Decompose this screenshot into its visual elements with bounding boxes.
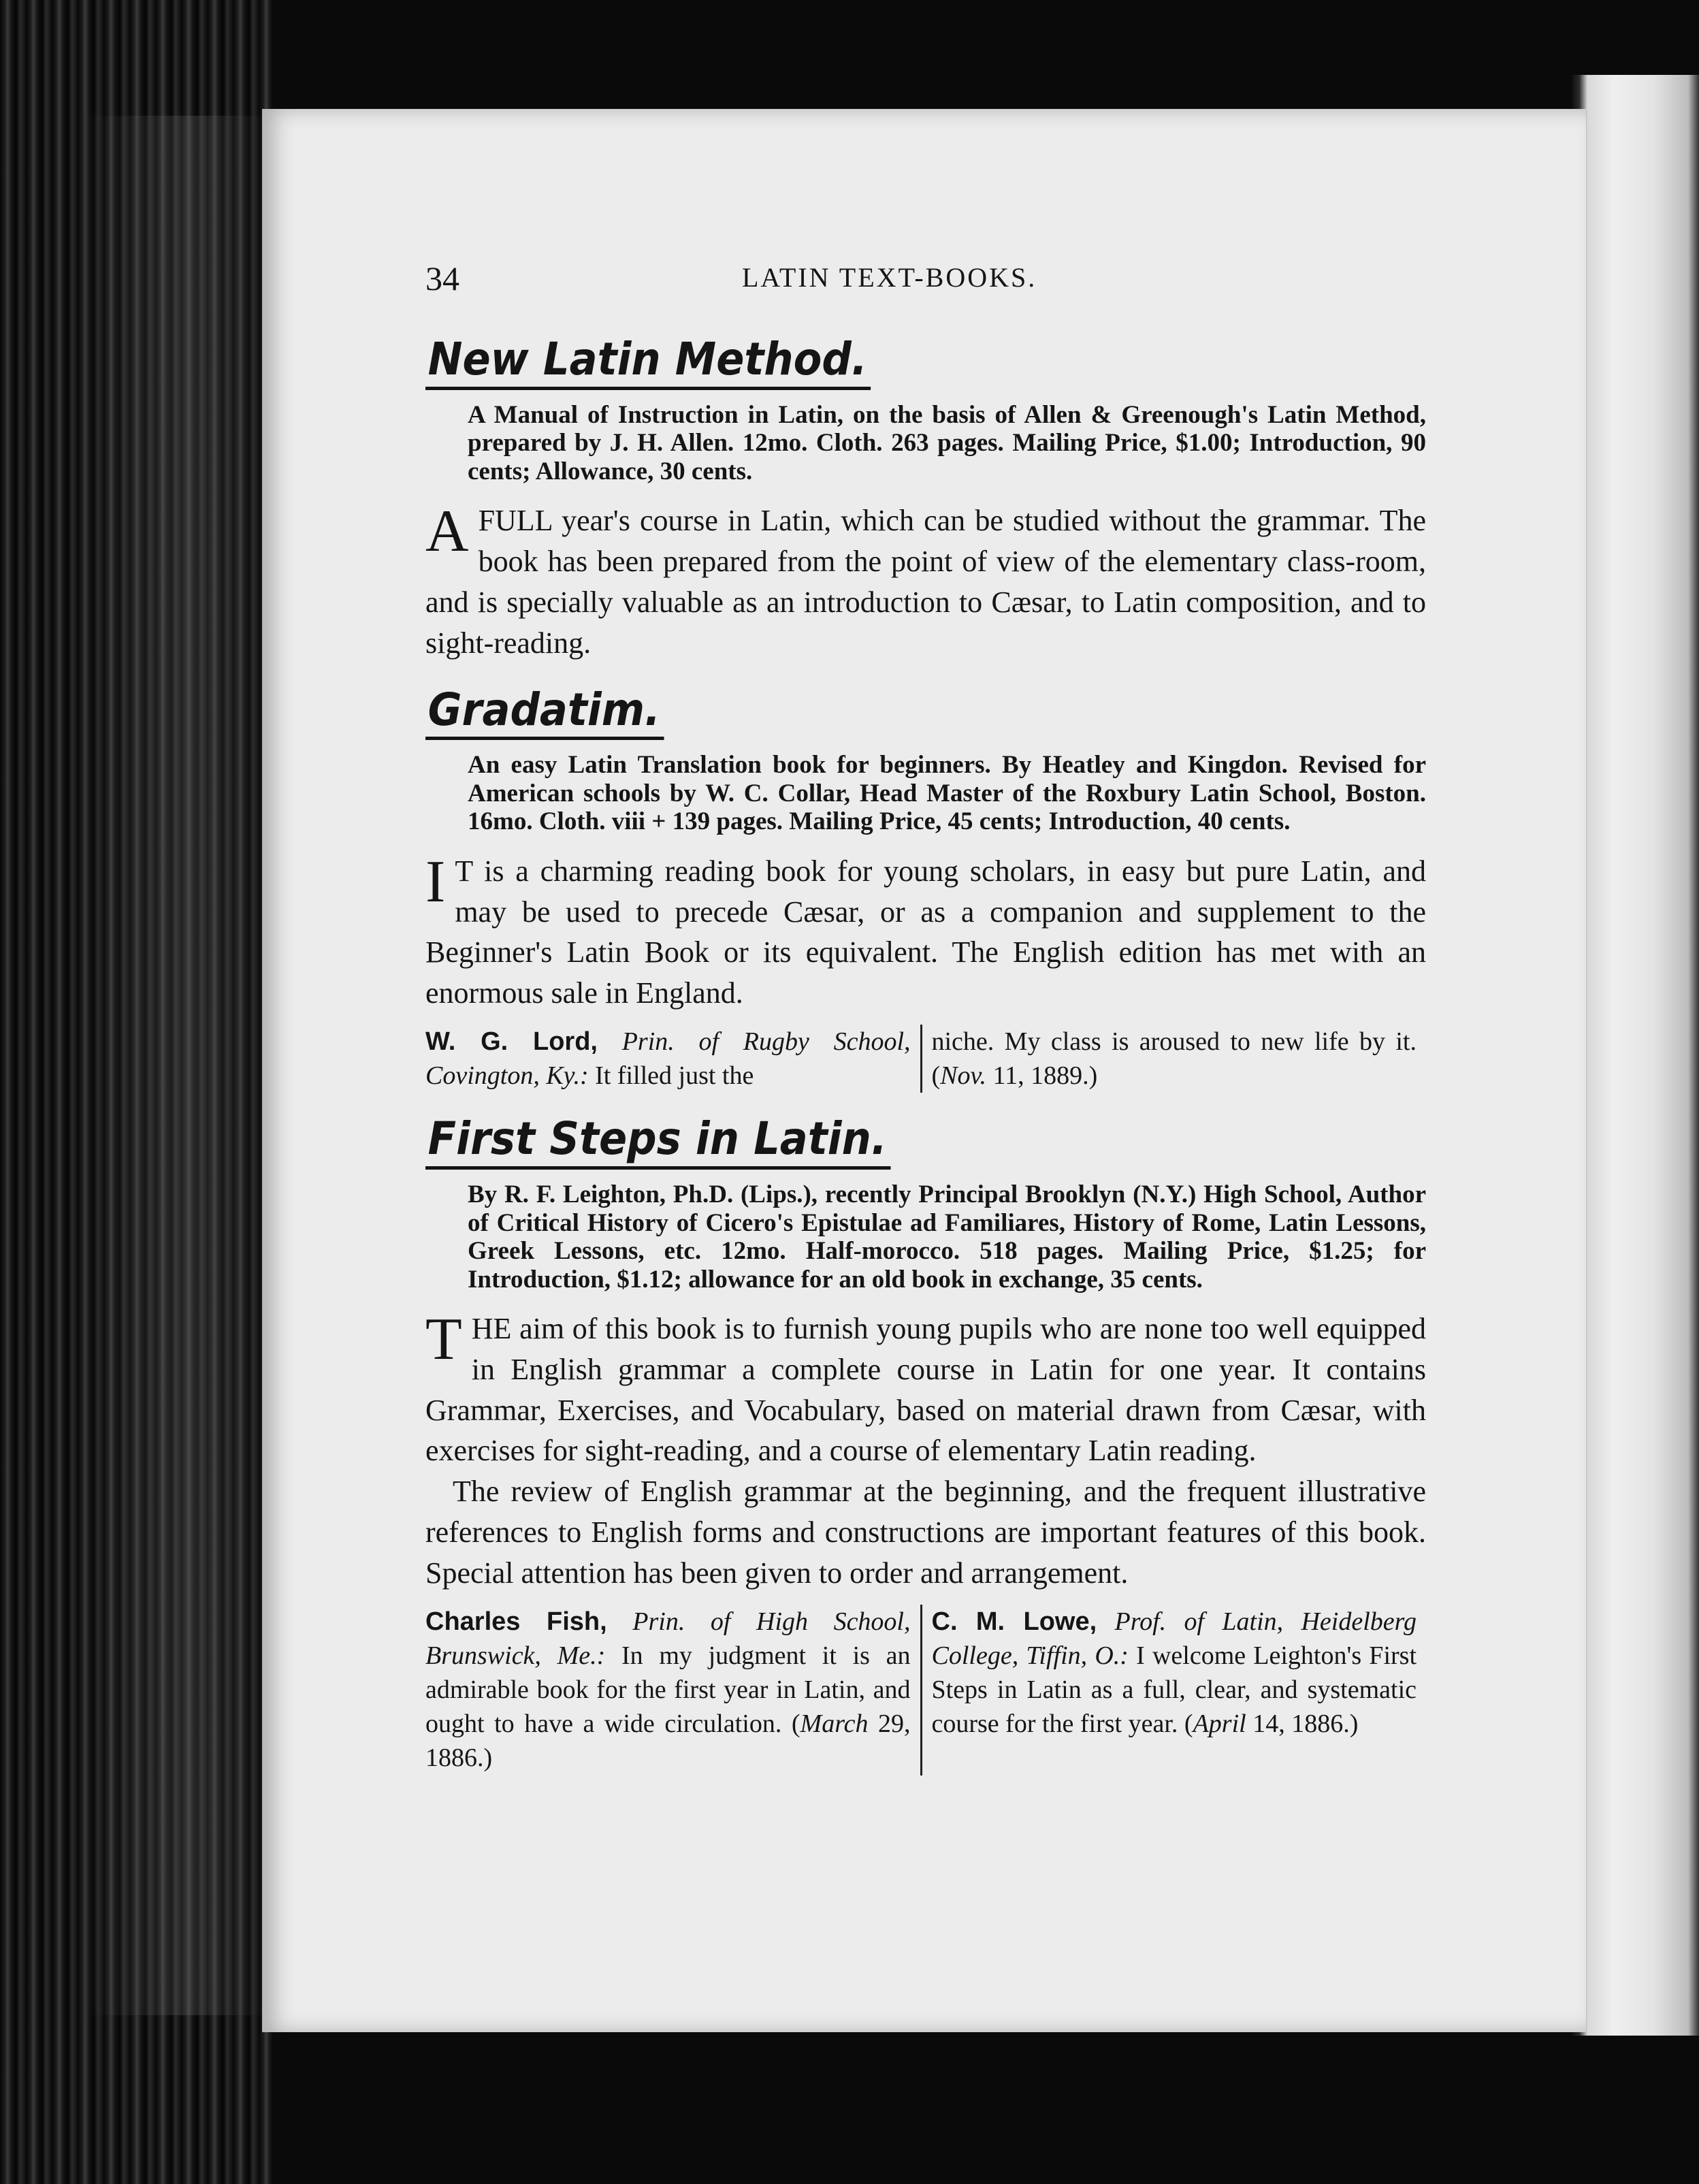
drop-cap: A [425, 498, 469, 565]
facing-page-edge [1572, 75, 1699, 2036]
quote-date-month: Nov. [940, 1061, 987, 1091]
spine-shadow [82, 116, 265, 2015]
quote-date: 11, 1889.) [992, 1061, 1098, 1091]
section-new-latin-method [425, 334, 1426, 664]
page-content [425, 259, 1426, 1776]
testimonial-quote [425, 1025, 922, 1093]
book-body [425, 848, 1426, 1014]
quote-author: C. M. Lowe, [931, 1607, 1097, 1636]
quote-text: In my judgment it is an admirable book for the first year in Latin, and ought to have a wide circulation. ( [425, 1641, 911, 1739]
quote-author: Charles Fish, [425, 1607, 607, 1636]
body-paragraph: HE aim of this book is to furnish young pupils who are none too well equipped in English grammar a complete course in Latin for one year. It contains Grammar, Exercises, and Vocabulary, based on material drawn from Cæsar, with exercises for sight-reading, and a course of elementary Latin reading. [425, 1311, 1426, 1468]
quote-affiliation: Prin. of Rugby School, Covington, Ky.: [425, 1027, 911, 1091]
drop-cap: I [425, 848, 446, 915]
drop-cap: T [425, 1306, 462, 1372]
quote-text: niche. My class is aroused to new life by it. ( [931, 1027, 1417, 1091]
book-description: By R. F. Leighton, Ph.D. (Lips.), recently Principal Brooklyn (N.Y.) High School, Author of Critical History of Cicero's Epistulae ad Familiares, History of Rome, Latin Lessons, Greek Lessons, etc. 12mo. Half-morocco. 518 pages. Mailing Price, $1.25; for Introduction, $1.12; allowance for an old book in exchange, 35 cents. [468, 1181, 1426, 1294]
quote-text: It filled just the [595, 1061, 754, 1091]
running-title: LATIN TEXT-BOOKS. [742, 262, 1037, 293]
book-description: A Manual of Instruction in Latin, on the basis of Allen & Greenough's Latin Method, prepared by J. H. Allen. 12mo. Cloth. 263 pages. Mailing Price, $1.00; Introduction, 90 cents; Allowance, 30 cents. [468, 400, 1426, 485]
section-title: First Steps in Latin. [425, 1113, 890, 1170]
running-head [425, 259, 1426, 313]
quote-date: 14, 1886.) [1252, 1709, 1359, 1739]
testimonial-quote [425, 1605, 922, 1776]
testimonial-quotes [425, 1025, 1426, 1093]
section-first-steps-in-latin [425, 1113, 1426, 1775]
quote-author: W. G. Lord, [425, 1027, 598, 1057]
quote-affiliation: Prof. of Latin, Heidelberg College, Tiffin, O.: [931, 1607, 1417, 1670]
quote-text: I welcome Leighton's First Steps in Latin as a full, clear, and systematic course for the first year. ( [931, 1641, 1417, 1739]
book-body [425, 1308, 1426, 1594]
book-body [425, 500, 1426, 663]
body-paragraph: FULL year's course in Latin, which can be studied without the grammar. The book has been prepared from the point of view of the elementary class-room, and is specially valuable as an introduction to Cæsar, to Latin composition, and to sight-reading. [425, 504, 1426, 660]
section-title: Gradatim. [425, 684, 664, 741]
body-paragraph: T is a charming reading book for young scholars, in easy but pure Latin, and may be used to precede Cæsar, or as a companion and supplement to the Beginner's Latin Book or its equivalent. The English edition has met with an enormous sale in England. [425, 854, 1426, 1010]
book-page [262, 109, 1586, 2032]
quote-affiliation: Prin. of High School, Brunswick, Me.: [425, 1607, 911, 1670]
quote-date-month: March [800, 1709, 869, 1739]
quote-date: 29, 1886.) [425, 1709, 911, 1773]
testimonial-quote-continued [922, 1025, 1427, 1093]
page-number: 34 [425, 259, 459, 298]
section-title: New Latin Method. [425, 334, 871, 390]
quote-date-month: April [1193, 1709, 1246, 1739]
body-paragraph: The review of English grammar at the beginning, and the frequent illustrative references to English forms and constructions are important features of this book. Special attention has been given to order and arrangement. [425, 1475, 1426, 1590]
section-gradatim [425, 684, 1426, 1093]
testimonial-quote [922, 1605, 1427, 1776]
testimonial-quotes [425, 1605, 1426, 1776]
book-description: An easy Latin Translation book for beginners. By Heatley and Kingdon. Revised for American schools by W. C. Collar, Head Master of the Roxbury Latin School, Boston. 16mo. Cloth. viii + 139 pages. Mailing Price, 45 cents; Introduction, 40 cents. [468, 751, 1426, 836]
